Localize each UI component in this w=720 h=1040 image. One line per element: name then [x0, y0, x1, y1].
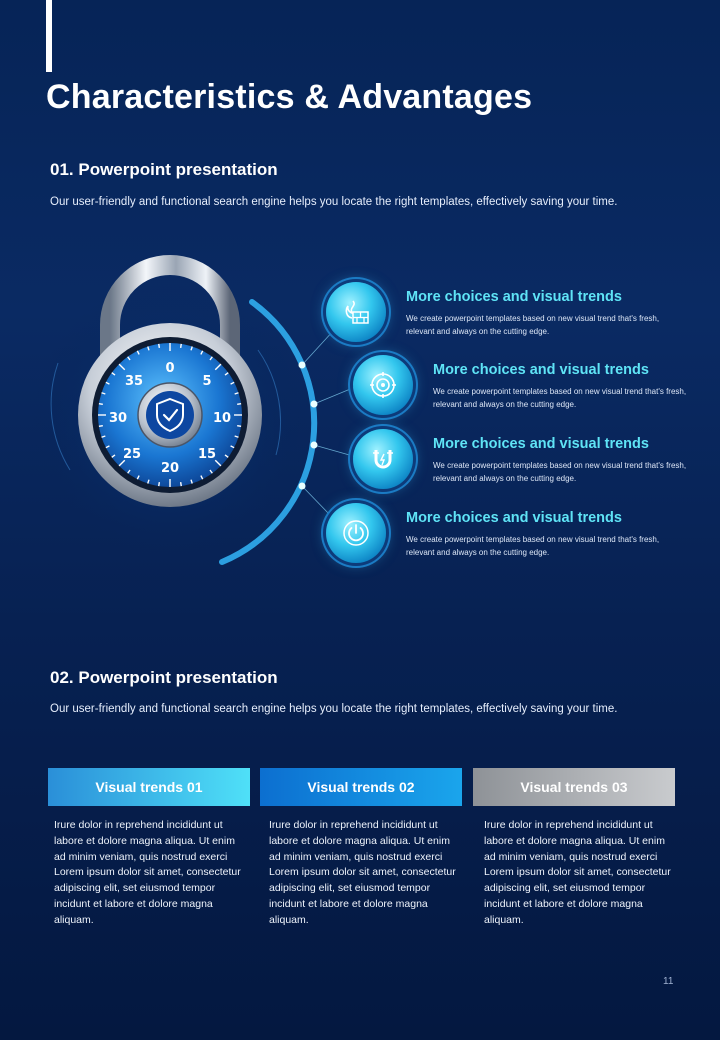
- dial-number: 20: [160, 461, 180, 476]
- visual-trends-03-text: Irure dolor in reprehend incididunt ut labore et dolore magna aliqua. Ut enim ad minim veniam, quis nostrud exerci Lorem ipsum dolor sit amet, consectetur adipiscing elit, set eiusmod tempor incidunt et labore et dolore magna aliquam.: [484, 819, 671, 926]
- feature-icon-bubble: [326, 503, 386, 563]
- visual-trends-02-text: Irure dolor in reprehend incididunt ut labore et dolore magna aliqua. Ut enim ad minim veniam, quis nostrud exerci Lorem ipsum dolor sit amet, consectetur adipiscing elit, set eiusmod tempor incidunt et labore et dolore magna aliquam.: [269, 819, 456, 926]
- dial-number: 35: [124, 374, 144, 389]
- feature-icon-bubble: [353, 429, 413, 489]
- visual-trends-02-header: Visual trends 02: [260, 768, 462, 806]
- feature-description: We create powerpoint templates based on new visual trend that's fresh, relevant and always on the cutting edge.: [406, 535, 660, 557]
- page-number: 11: [663, 976, 674, 987]
- dial-tick: [237, 404, 241, 405]
- dial-tick: [159, 482, 160, 486]
- dial-number: 10: [212, 411, 232, 426]
- feature-title: More choices and visual trends: [406, 510, 622, 526]
- dial-tick: [181, 482, 182, 486]
- section-1-body: Our user-friendly and functional search engine helps you locate the right templates, effectively saving your time.: [50, 196, 618, 208]
- combination-lock-illustration: [30, 255, 330, 575]
- dial-tick: [181, 344, 182, 348]
- feature-item: [353, 355, 713, 421]
- dial-tick: [237, 426, 241, 427]
- visual-trends-03-header: Visual trends 03: [473, 768, 675, 806]
- page-title: Characteristics & Advantages: [46, 78, 533, 116]
- dial-number: 25: [122, 447, 142, 462]
- feature-description: We create powerpoint templates based on new visual trend that's fresh, relevant and always on the cutting edge.: [433, 461, 687, 483]
- lock-graphic: [30, 255, 330, 575]
- feature-icon-bubble: [353, 355, 413, 415]
- feature-description: We create powerpoint templates based on new visual trend that's fresh, relevant and always on the cutting edge.: [433, 387, 687, 409]
- dial-tick: [99, 426, 103, 427]
- section-1-title: 01. Powerpoint presentation: [50, 160, 278, 179]
- feature-title: More choices and visual trends: [433, 436, 649, 452]
- dial-tick: [159, 344, 160, 348]
- feature-title: More choices and visual trends: [433, 362, 649, 378]
- dial-number: 30: [108, 411, 128, 426]
- dial-number: 0: [165, 361, 175, 376]
- feature-item: [326, 503, 686, 569]
- feature-title: More choices and visual trends: [406, 289, 622, 305]
- safe-dial-icon: [368, 370, 398, 400]
- visual-trends-01-text: Irure dolor in reprehend incididunt ut labore et dolore magna aliqua. Ut enim ad minim veniam, quis nostrud exerci Lorem ipsum dolor sit amet, consectetur adipiscing elit, set eiusmod tempor incidunt et labore et dolore magna aliquam.: [54, 819, 241, 926]
- dial-number: 5: [202, 374, 212, 389]
- title-accent-bar: [46, 0, 52, 72]
- dial-tick: [99, 404, 103, 405]
- power-icon: [341, 518, 371, 548]
- visual-trends-01-header: Visual trends 01: [48, 768, 250, 806]
- feature-description: We create powerpoint templates based on new visual trend that's fresh, relevant and always on the cutting edge.: [406, 314, 660, 336]
- firewall-icon: [341, 297, 371, 327]
- feature-item: [326, 282, 686, 348]
- section-2-body: Our user-friendly and functional search engine helps you locate the right templates, effectively saving your time.: [50, 703, 618, 715]
- magnet-icon: [368, 444, 398, 474]
- feature-icon-bubble: [326, 282, 386, 342]
- section-2-title: 02. Powerpoint presentation: [50, 668, 278, 687]
- feature-item: [353, 429, 713, 495]
- dial-number: 15: [197, 447, 217, 462]
